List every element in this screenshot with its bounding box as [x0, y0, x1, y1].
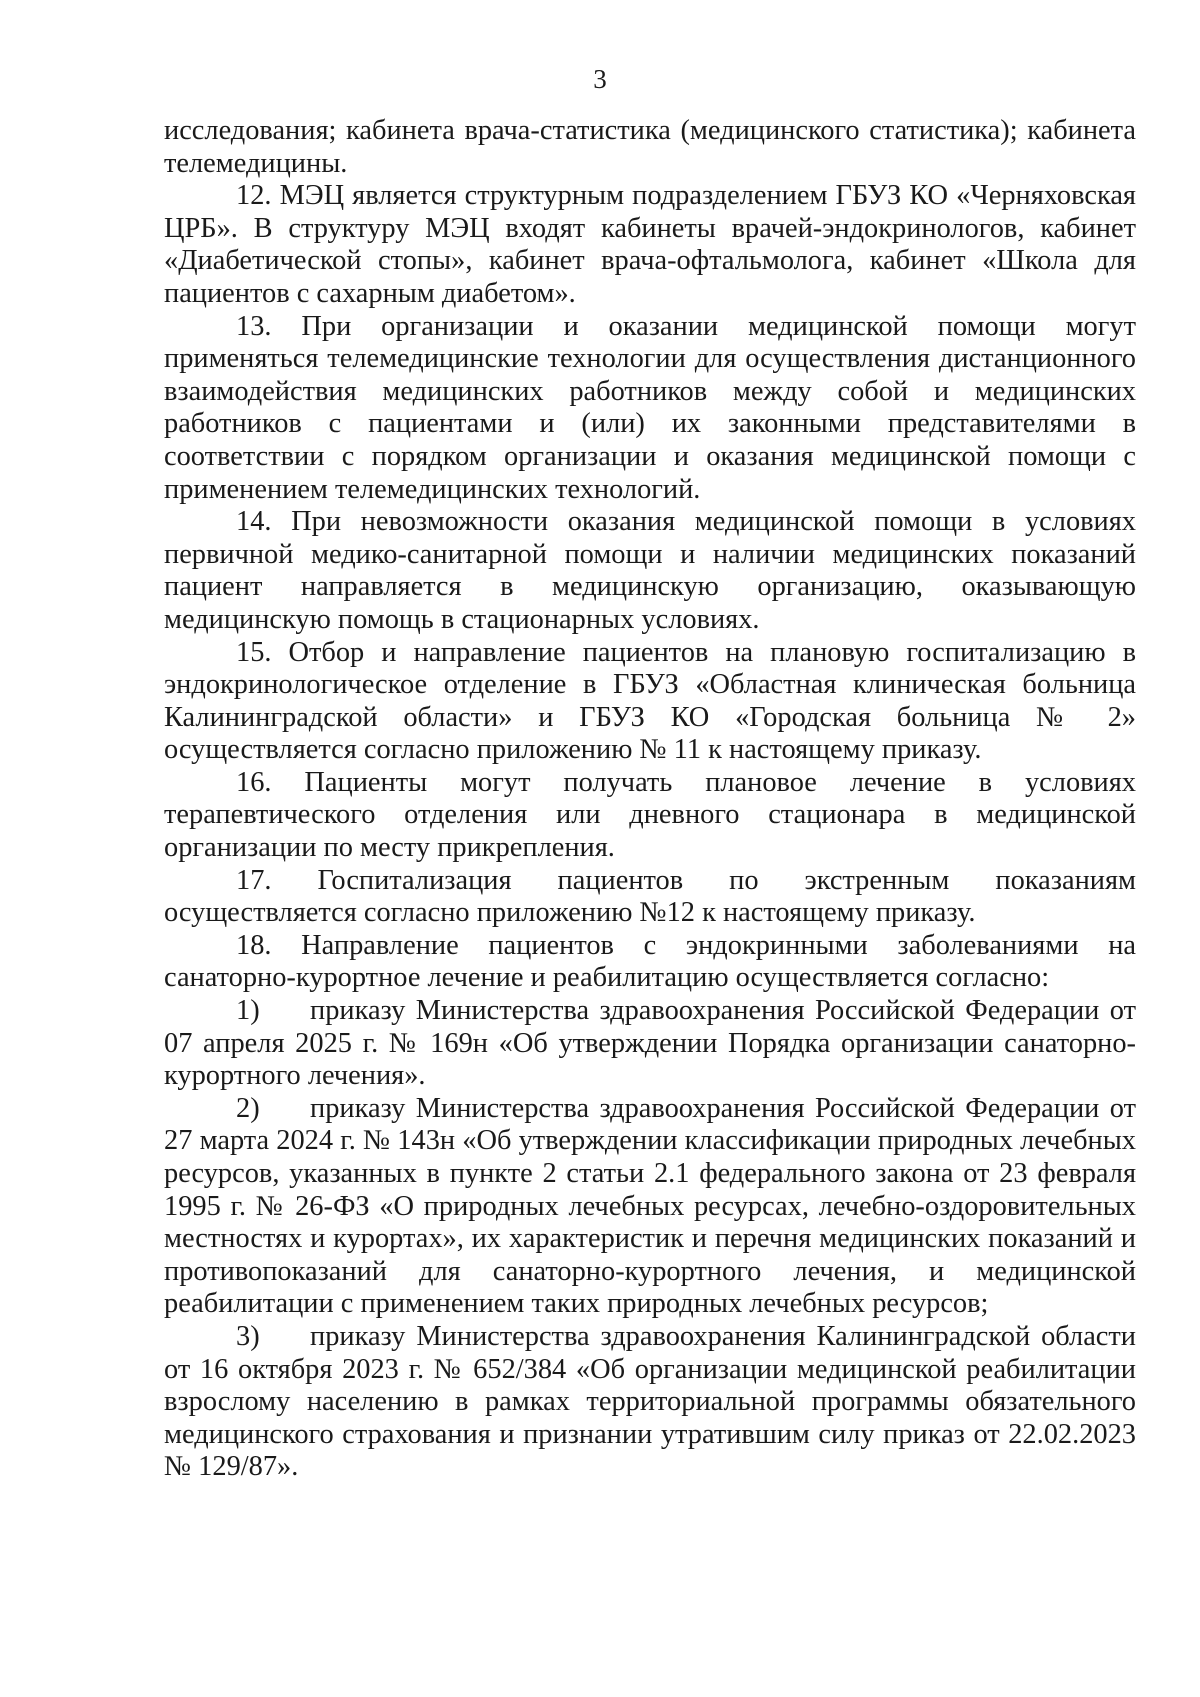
paragraph-14: 14. При невозможности оказания медицинской помощи в условиях первичной медико-санитарной помощи и наличии медицинских показаний пациент направляется в медицинскую организацию, оказывающую медицинскую помощь в стационарных условиях. [164, 506, 1136, 635]
paragraph-16: 16. Пациенты могут получать плановое лечение в условиях терапевтического отделения или дневного стационара в медицинской организации по месту прикрепления. [164, 766, 1136, 864]
paragraph-continuation: исследования; кабинета врача-статистика (медицинского статистика); кабинета телемедицины. [164, 115, 1136, 179]
paragraph-15: 15. Отбор и направление пациентов на плановую госпитализацию в эндокринологическое отделение в ГБУЗ «Областная клиническая больница Калининградской области» и ГБУЗ КО «Городская больница № 2» осуществляется согласно приложению № 11 к настоящему приказу. [164, 636, 1136, 766]
list-item-2 [164, 1093, 1136, 1321]
list-item-text: приказу Министерства здравоохранения Российской Федерации от 07 апреля 2025 г. № 169н «Об утверждении Порядка организации санаторно-курортного лечения». [164, 995, 1136, 1092]
list-item-number: 3) [236, 1320, 260, 1352]
paragraph-18: 18. Направление пациентов с эндокринными заболеваниями на санаторно-курортное лечение и реабилитацию осуществляется согласно: [164, 929, 1136, 994]
paragraph-12: 12. МЭЦ является структурным подразделением ГБУЗ КО «Черняховская ЦРБ». В структуру МЭЦ входят кабинеты врачей-эндокринологов, кабинет «Диабетической стопы», кабинет врача-офтальмолога, кабинет «Школа для пациентов с сахарным диабетом». [164, 180, 1136, 309]
list-item-1 [164, 995, 1136, 1093]
list-item-number: 1) [236, 995, 260, 1027]
list-item-text: приказу Министерства здравоохранения Калининградской области от 16 октября 2023 г. № 652/384 «Об организации медицинской реабилитации взрослому населению в рамках территориальной программы обязательного медицинского страхования и признании утратившим силу приказ от 22.02.2023 № 129/87». [164, 1320, 1136, 1483]
page-number: 3 [593, 64, 607, 94]
document-body [164, 115, 1136, 1484]
list-item-3 [164, 1321, 1136, 1484]
paragraph-17: 17. Госпитализация пациентов по экстренным показаниям осуществляется согласно приложению №12 к настоящему приказу. [164, 864, 1136, 929]
paragraph-13: 13. При организации и оказании медицинской помощи могут применяться телемедицинские технологии для осуществления дистанционного взаимодействия медицинских работников между собой и медицинских работников с пациентами и (или) их законными представителями в соответствии с порядком организации и оказания медицинской помощи с применением телемедицинских технологий. [164, 310, 1136, 505]
list-item-number: 2) [236, 1092, 260, 1124]
list-item-text: приказу Министерства здравоохранения Российской Федерации от 27 марта 2024 г. № 143н «Об утверждении классификации природных лечебных ресурсов, указанных в пункте 2 статьи 2.1 федерального закона от 23 февраля 1995 г. № 26-ФЗ «О природных лечебных ресурсах, лечебно-оздоровительных местностях и курортах», их характеристик и перечня медицинских показаний и противопоказаний для санаторно-курортного лечения, и медицинской реабилитации с применением таких природных лечебных ресурсов; [164, 1092, 1136, 1320]
